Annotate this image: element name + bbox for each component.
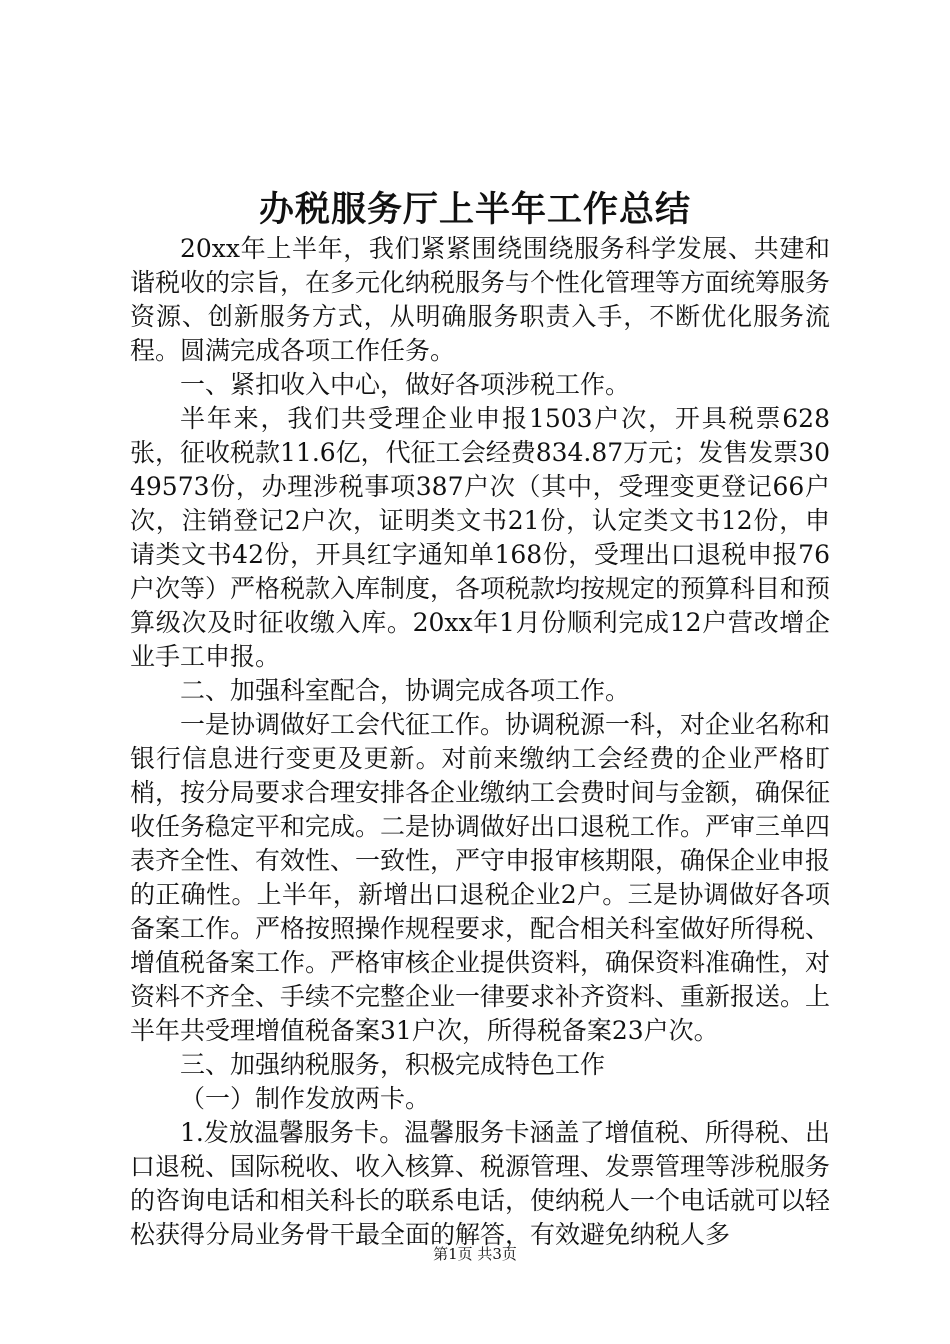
paragraph-intro: 20xx年上半年，我们紧紧围绕围绕服务科学发展、共建和谐税收的宗旨，在多元化纳税服务与个性化管理等方面统筹服务资源、创新服务方式，从明确服务职责入手，不断优化服务流程。圆满完成各项工作任务。 [130,234,831,365]
section-heading-2: 二、加强科室配合，协调完成各项工作。 [180,676,631,705]
paragraph-statistics: 半年来，我们共受理企业申报1503户次，开具税票628张，征收税款11.6亿，代征工会经费834.87万元；发售发票3049573份，办理涉税事项387户次（其中，受理变更登记66户次，注销登记2户次，证明类文书21份，认定类文书12份，申请类文书42份，开具红字通知单168份，受理出口退税申报76户次等）严格税款入库制度，各项税款均按规定的预算科目和预算级次及时征收缴入库。20xx年1月份顺利完成12户营改增企业手工申报。 [130,404,831,671]
paragraph-service-card: 1.发放温馨服务卡。温馨服务卡涵盖了增值税、所得税、出口退税、国际税收、收入核算、税源管理、发票管理等涉税服务的咨询电话和相关科长的联系电话，使纳税人一个电话就可以轻松获得分局业务骨干最全面的解答，有效避免纳税人多 [130,1118,831,1249]
section-heading-3: 三、加强纳税服务，积极完成特色工作 [180,1050,606,1079]
document-title: 办税服务厅上半年工作总结 [258,189,691,230]
document-body [130,232,830,1252]
section-heading-1: 一、紧扣收入中心，做好各项涉税工作。 [180,370,631,399]
page-footer: 第1页 共3页 [433,1245,517,1263]
paragraph-coordination: 一是协调做好工会代征工作。协调税源一科，对企业名称和银行信息进行变更及更新。对前来缴纳工会经费的企业严格盯梢，按分局要求合理安排各企业缴纳工会费时间与金额，确保征收任务稳定平和完成。二是协调做好出口退税工作。严审三单四表齐全性、有效性、一致性，严守申报审核期限，确保企业申报的正确性。上半年，新增出口退税企业2户。三是协调做好各项备案工作。严格按照操作规程要求，配合相关科室做好所得税、增值税备案工作。严格审核企业提供资料，确保资料准确性，对资料不齐全、手续不完整企业一律要求补齐资料、重新报送。上半年共受理增值税备案31户次，所得税备案23户次。 [130,710,831,1045]
subsection-heading-1: （一）制作发放两卡。 [180,1084,431,1113]
